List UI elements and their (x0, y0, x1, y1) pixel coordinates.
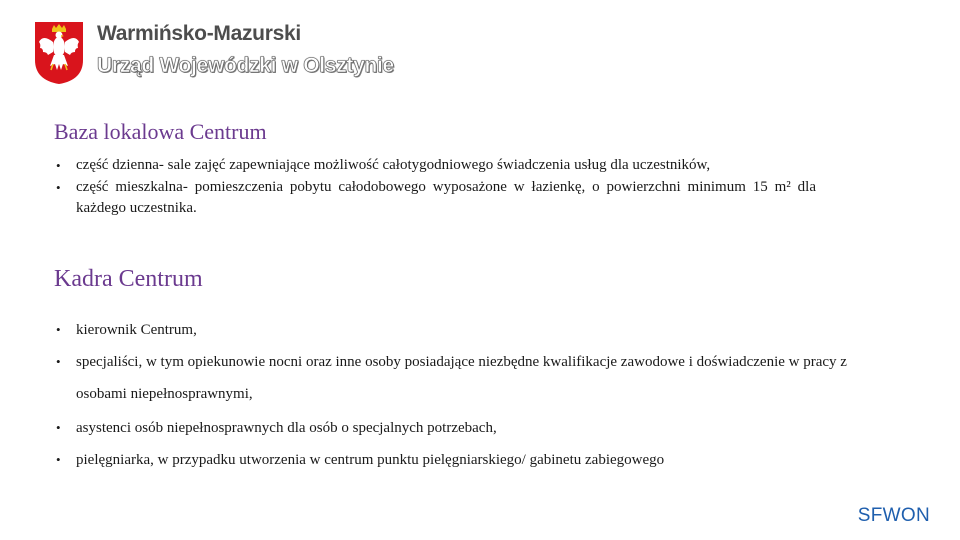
list-item: • pielęgniarka, w przypadku utworzenia w centrum punktu pielęgniarskiego/ gabinetu zabiegowego (54, 444, 874, 476)
list-item: • kierownik Centrum, (54, 314, 874, 346)
footer-tag: SFWON (857, 505, 930, 526)
section-title-baza: Baza lokalowa Centrum (54, 119, 267, 144)
polish-eagle-emblem-icon (33, 20, 85, 86)
list-item: • asystenci osób niepełnosprawnych dla osób o specjalnych potrzebach, (54, 412, 874, 444)
kadra-list (54, 314, 874, 476)
baza-list (54, 155, 816, 220)
office-name-line1: Warmińsko-Mazurski (97, 22, 301, 45)
list-item: • część mieszkalna- pomieszczenia pobytu całodobowego wyposażone w łazienkę, o powierzchni minimum 15 m² dla każdego uczestnika. (54, 177, 816, 219)
list-item: • część dzienna- sale zajęć zapewniające możliwość całotygodniowego świadczenia usług dla uczestników, (54, 155, 816, 176)
list-item: • specjaliści, w tym opiekunowie nocni oraz inne osoby posiadające niezbędne kwalifikacje zawodowe i doświadczenie w pracy z osobami niepełnosprawnymi, (54, 346, 874, 410)
office-name-line2: Urząd Wojewódzki w Olsztynie (97, 54, 394, 77)
section-title-kadra: Kadra Centrum (54, 266, 203, 292)
